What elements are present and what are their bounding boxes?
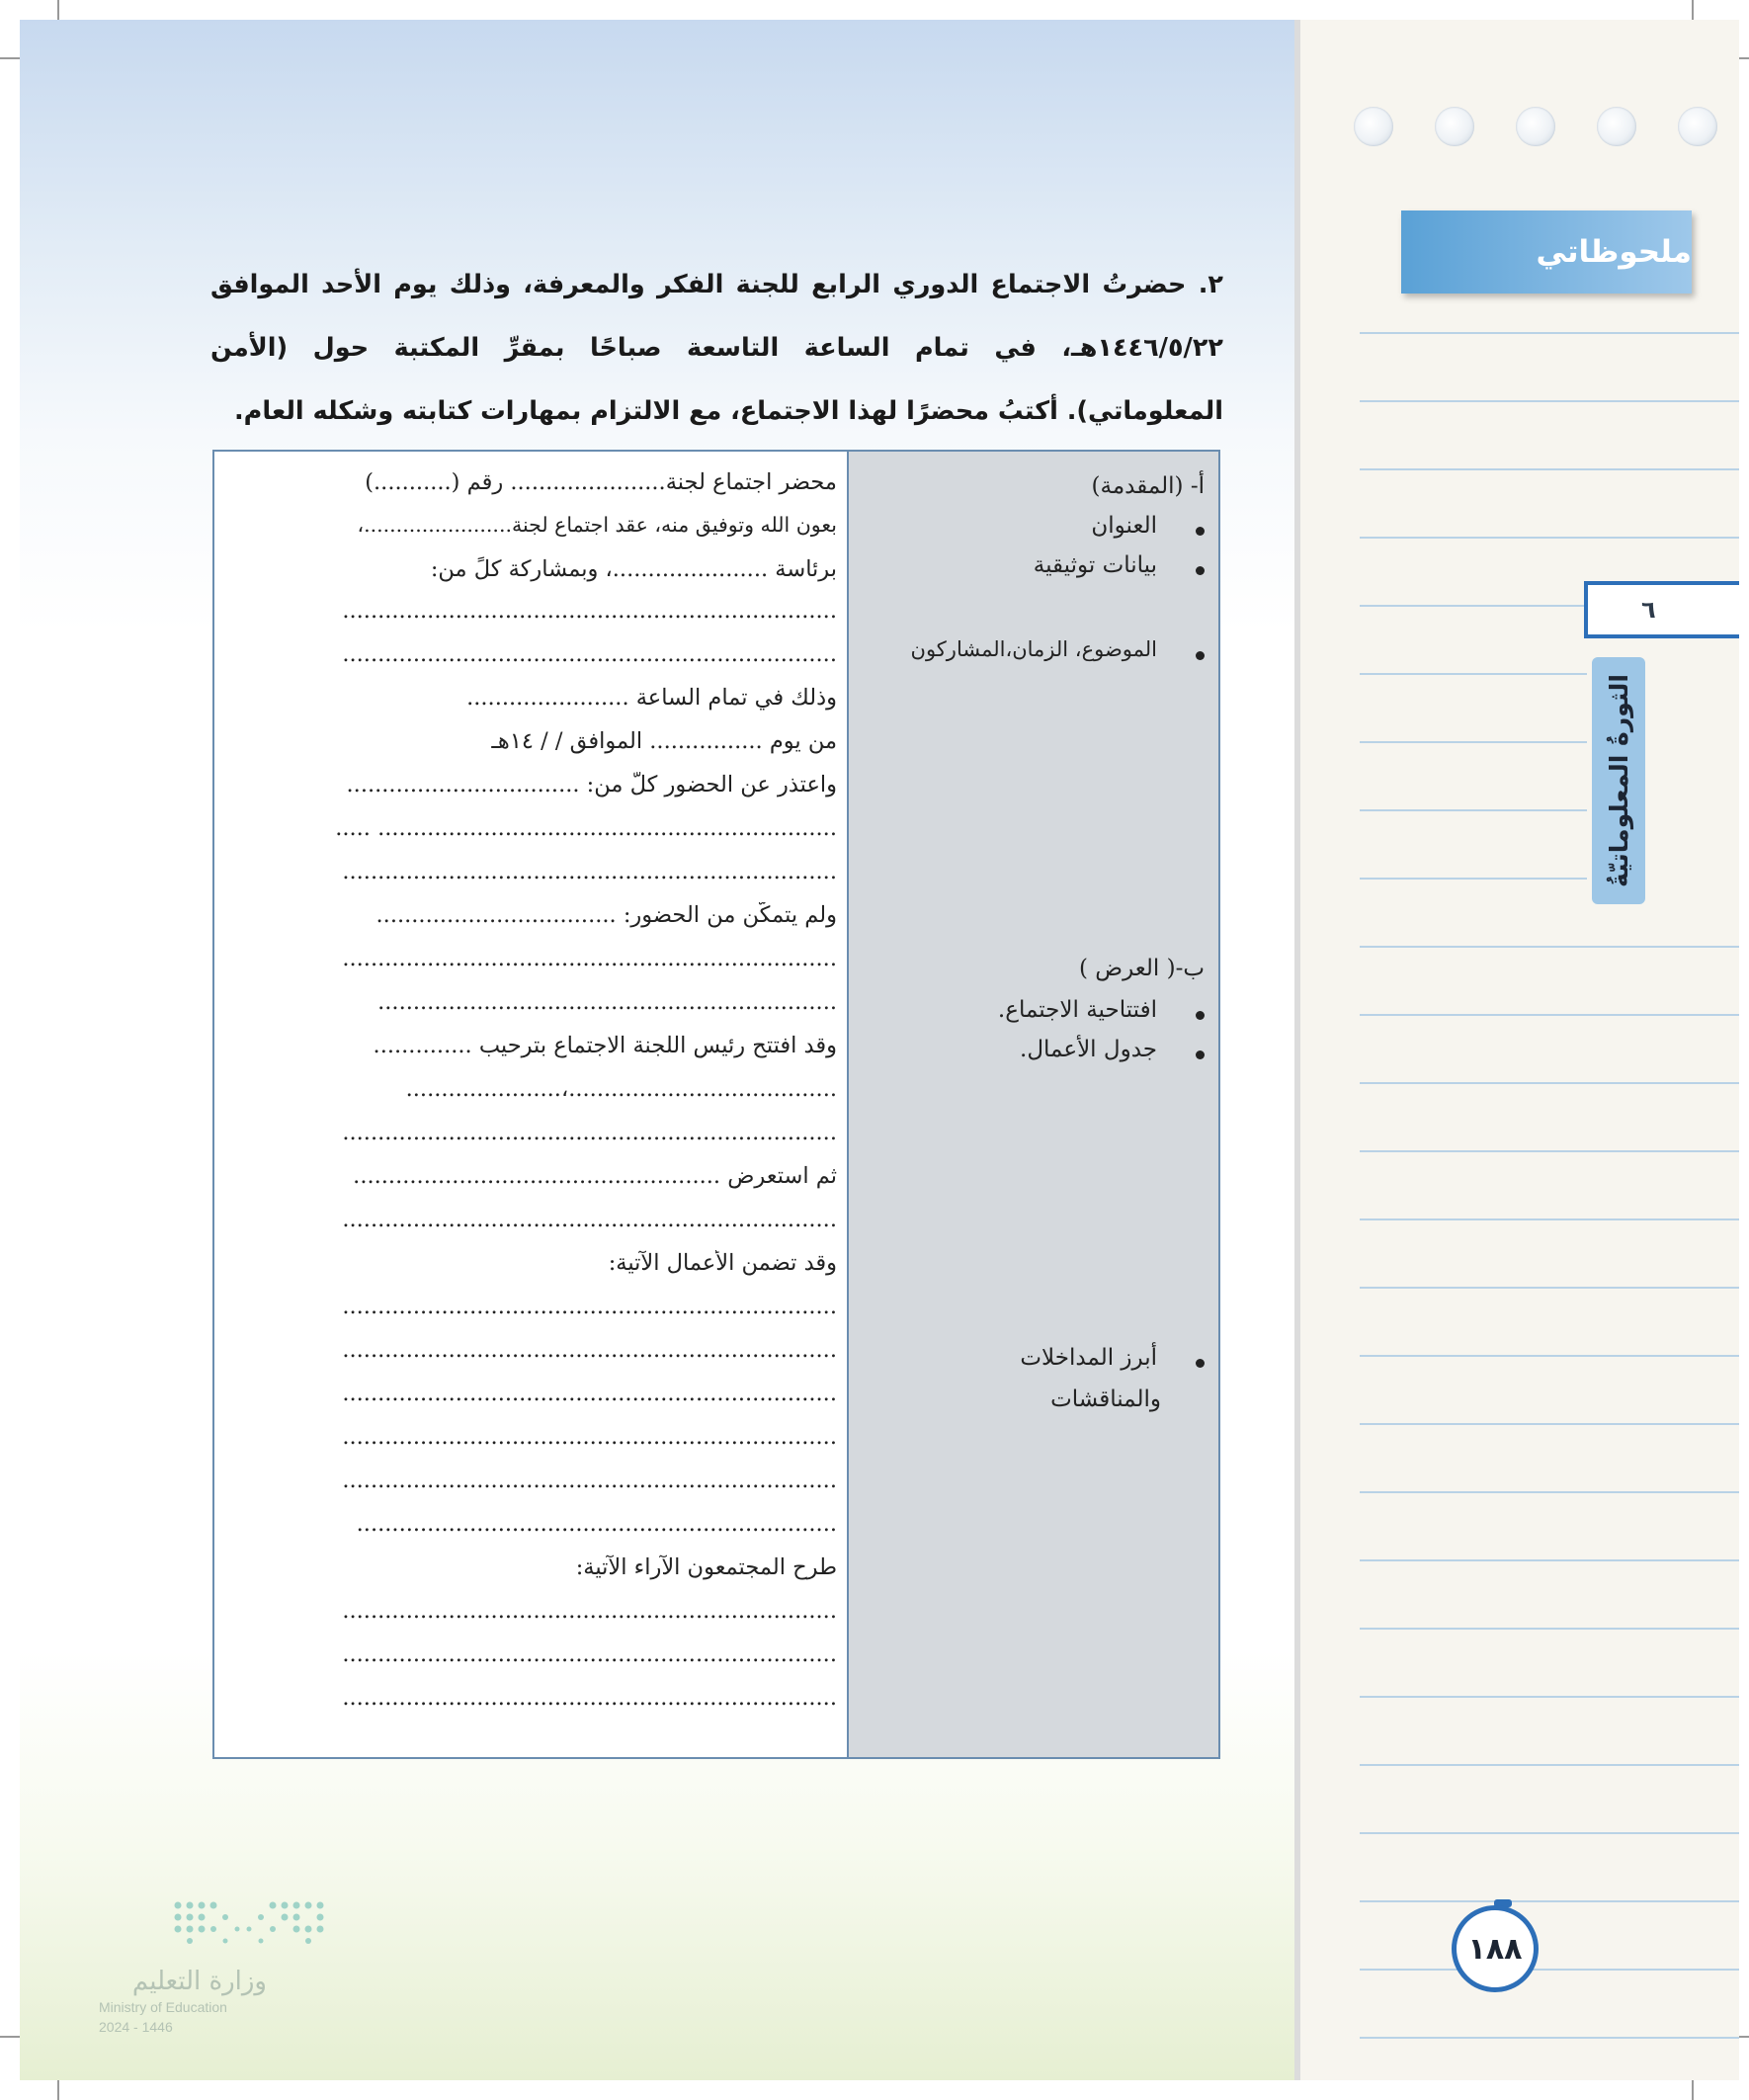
- ruled-line: [1360, 946, 1739, 948]
- ruled-line: [1360, 878, 1587, 880]
- ruled-line: [1360, 1969, 1739, 1971]
- form-line: ولم يتمكّن من الحضور: ..................................: [375, 902, 837, 928]
- ruled-line: [1360, 1832, 1739, 1834]
- bullet-icon: [1196, 566, 1205, 575]
- chapter-title: الثورةُ المعلوماتيّةُ: [1604, 673, 1633, 887]
- form-line: طرح المجتمعون الآراء الآتية:: [575, 1554, 837, 1580]
- ruled-line: [1360, 1014, 1739, 1016]
- binder-hole-icon: [1516, 107, 1555, 146]
- form-line: ......................................................................: [342, 1598, 837, 1624]
- form-line: ......................................................................: [342, 1294, 837, 1319]
- form-line: .................................................................: [377, 989, 837, 1015]
- binder-hole-icon: [1354, 107, 1393, 146]
- question-text: ٢. حضرتُ الاجتماع الدوري الرابع للجنة الفكر والمعرفة، وذلك يوم الأحد الموافق ١٤٤٦/٥/٢٢هـ، في تمام الساعة التاسعة صباحًا بمقرِّ المكتبة حول (الأمن المعلوماتي). أكتبُ محضرًا لهذا الاجتماع، مع الالتزام بمهارات كتابته وشكله العام.: [210, 270, 1223, 426]
- ruled-line: [1360, 1150, 1739, 1152]
- ministry-name-ar: وزارة التعليم: [131, 1967, 267, 1996]
- form-line: بعون الله وتوفيق منه، عقد اجتماع لجنة.......................،: [357, 513, 837, 537]
- bullet-icon: [1196, 527, 1205, 536]
- intro-heading: أ- (المقدمة): [1091, 473, 1205, 499]
- ruled-line: [1360, 1355, 1739, 1357]
- form-column: [214, 452, 849, 1757]
- form-line: ......................................................................: [342, 1337, 837, 1363]
- ministry-year: 2024 - 1446: [99, 2019, 173, 2035]
- ruled-line: [1360, 809, 1587, 811]
- form-line: ....................................................................: [356, 1511, 837, 1537]
- form-line: ......................................................................: [342, 1641, 837, 1667]
- ministry-name-en: Ministry of Education: [99, 1999, 227, 2015]
- notes-sidebar: [1294, 20, 1739, 2080]
- ruled-line: [1360, 1287, 1739, 1289]
- body-item-discussions-cont: والمناقشات: [1050, 1386, 1161, 1412]
- body-item-discussions: أبرز المداخلات: [1020, 1345, 1157, 1371]
- form-line: ......................................................................: [342, 1424, 837, 1450]
- ruled-line: [1360, 1218, 1739, 1220]
- bullet-icon: [1196, 1011, 1205, 1020]
- bullet-icon: [1196, 1050, 1205, 1059]
- form-line: وقد افتتح رئيس اللجنة الاجتماع بترحيب ..............: [373, 1033, 837, 1058]
- sections-column: [847, 452, 1218, 1757]
- ruled-line: [1360, 1423, 1739, 1425]
- form-line: ......................................................................: [342, 641, 837, 667]
- form-line: وذلك في تمام الساعة .......................: [466, 685, 837, 711]
- ruled-line: [1360, 1082, 1739, 1084]
- form-line: ......................................................................: [342, 1207, 837, 1232]
- bullet-icon: [1196, 1359, 1205, 1368]
- form-line: ......................................................................: [342, 598, 837, 624]
- page-number: ١٨٨: [1452, 1905, 1539, 1992]
- form-line: محضر اجتماع لجنة...................... رقم (...........): [365, 469, 837, 495]
- ruled-line: [1360, 605, 1587, 607]
- ruled-line: [1360, 1491, 1739, 1493]
- body-item-agenda: جدول الأعمال.: [1020, 1037, 1157, 1062]
- form-line: ......................................................................: [342, 1468, 837, 1493]
- ruled-line: [1360, 673, 1587, 675]
- ruled-line: [1360, 1900, 1739, 1902]
- form-line: ......................................................................: [342, 946, 837, 971]
- body-item-opening: افتتاحية الاجتماع.: [997, 997, 1157, 1023]
- binder-hole-icon: [1435, 107, 1474, 146]
- ruled-line: [1360, 1628, 1739, 1630]
- ruled-line: [1360, 1559, 1739, 1561]
- intro-item-docs: بيانات توثيقية: [1033, 552, 1157, 578]
- form-line: وقد تضمن الأعمال الآتية:: [608, 1250, 837, 1276]
- ministry-logo-icon: [170, 1897, 328, 1949]
- ruled-line: [1360, 1696, 1739, 1698]
- form-line: ................................................................. .....: [335, 815, 837, 841]
- minutes-table: [212, 450, 1220, 1759]
- form-line: واعتذر عن الحضور كلٌّ من: .................................: [346, 772, 837, 798]
- form-line: ......................................................................: [342, 859, 837, 884]
- bullet-icon: [1196, 651, 1205, 660]
- intro-item-subject: الموضوع، الزمان،المشاركون: [910, 637, 1157, 661]
- chapter-number: ٦: [1584, 581, 1739, 638]
- form-line: برئاسة ......................، وبمشاركة كلٍّ من:: [430, 556, 837, 582]
- form-line: من يوم ................ الموافق / / ١٤هـ: [491, 728, 837, 754]
- ruled-line: [1360, 1764, 1739, 1766]
- form-line: ......................................،......................: [405, 1076, 837, 1102]
- binder-hole-icon: [1678, 107, 1717, 146]
- binder-hole-icon: [1597, 107, 1636, 146]
- ruled-line: [1360, 468, 1739, 470]
- intro-item-title: العنوان: [1091, 513, 1157, 539]
- ruled-line: [1360, 537, 1739, 539]
- form-line: ......................................................................: [342, 1381, 837, 1406]
- ruled-line: [1360, 332, 1739, 334]
- ruled-line: [1360, 2037, 1739, 2039]
- ruled-line: [1360, 400, 1739, 402]
- notes-header: ملحوظاتي: [1401, 210, 1692, 294]
- ruled-line: [1360, 741, 1587, 743]
- chapter-tab: [1592, 657, 1645, 904]
- form-line: ......................................................................: [342, 1685, 837, 1711]
- body-heading: ب-( العرض ): [1079, 956, 1205, 981]
- form-line: ثم استعرض ....................................................: [353, 1163, 837, 1189]
- form-line: ......................................................................: [342, 1120, 837, 1145]
